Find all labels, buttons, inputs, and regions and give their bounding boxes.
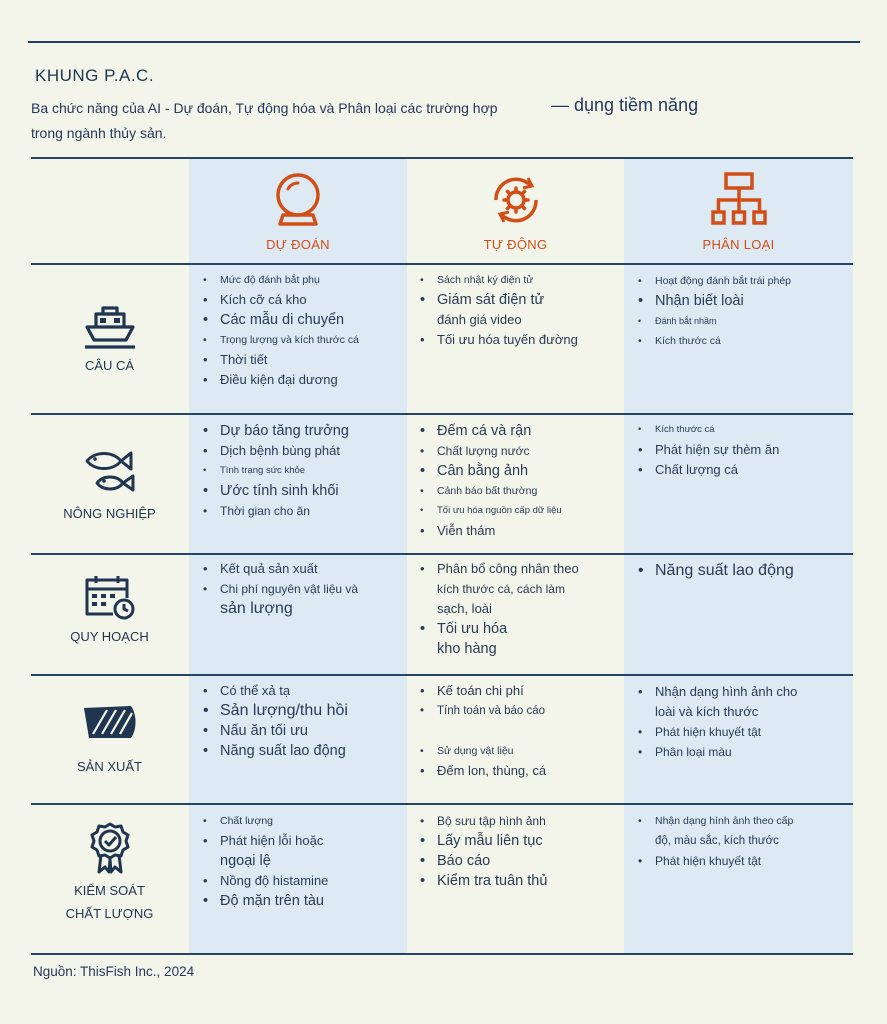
list-item: • Tối ưu hóa: [417, 619, 622, 639]
list-item: kho hàng: [437, 641, 497, 657]
list-item: • Sản lượng/thu hồi: [200, 701, 405, 721]
cell-aquaculture-automate: [417, 421, 622, 541]
cell-production-predict: [200, 681, 405, 761]
list-item: • Kích thước cá: [635, 331, 850, 351]
list-item: • Giám sát điện tử: [417, 290, 622, 310]
list-item: • Tối ưu hóa nguồn cấp dữ liệu: [417, 501, 622, 521]
list-item: • Thời tiết: [200, 350, 405, 370]
list-item: • Đánh bắt nhầm: [635, 311, 850, 331]
list-item: • Năng suất lao động: [200, 741, 405, 761]
column-label: TỰ ĐỘNG: [483, 237, 548, 252]
gear-cycle-icon: [486, 170, 546, 230]
list-item: • Ước tính sinh khối: [200, 481, 405, 501]
row-label-quality-control: [31, 822, 188, 925]
list-item: • Chất lượng nước: [417, 441, 622, 461]
list-item: • Kích thước cá: [635, 420, 850, 440]
list-item: • Điều kiện đại dương: [200, 370, 405, 390]
list-item: đánh giá video: [437, 312, 522, 327]
list-item: sạch, loài: [437, 601, 492, 616]
cell-production-classify: [635, 682, 850, 762]
list-item: • Độ mặn trên tàu: [200, 891, 405, 911]
row-label-aquaculture: [31, 445, 188, 525]
cell-fishing-predict: [200, 270, 405, 390]
list-item: ngoại lệ: [220, 853, 271, 869]
list-item: • Báo cáo: [417, 851, 622, 871]
list-item: • Lấy mẫu liên tục: [417, 831, 622, 851]
list-item: • Kiểm tra tuân thủ: [417, 871, 622, 891]
subtitle-aside: — dụng tiềm năng: [551, 95, 699, 115]
cell-planning-predict: [200, 559, 405, 619]
list-item: • Mức độ đánh bắt phụ: [200, 270, 405, 290]
list-item: • Dịch bệnh bùng phát: [200, 441, 405, 461]
list-item: • Phát hiện lỗi hoặc: [200, 831, 405, 851]
list-item: • Nhận biết loài: [635, 291, 850, 311]
list-item: • Nhận dạng hình ảnh theo cấp: [635, 811, 850, 831]
list-item: • Đếm cá và rận: [417, 421, 622, 441]
row-label-text: QUY HOẠCH: [70, 629, 149, 644]
list-item: • Chất lượng cá: [635, 460, 850, 480]
list-item: • Viễn thám: [417, 521, 622, 541]
list-item: • Phát hiện sự thèm ăn: [635, 440, 850, 460]
list-item: độ, màu sắc, kích thước: [655, 835, 779, 847]
list-item: • Nồng độ histamine: [200, 871, 405, 891]
cell-production-automate: [417, 681, 622, 781]
row-label-text: CÂU CÁ: [84, 358, 135, 373]
cell-quality-automate: [417, 811, 622, 891]
row-label-text: NÔNG NGHIỆP: [63, 506, 156, 521]
list-item: • Phân loại màu: [635, 742, 850, 762]
table-rule: [31, 803, 853, 805]
list-item: • Kích cỡ cá kho: [200, 290, 405, 310]
list-item: • Cân bằng ảnh: [417, 461, 622, 481]
list-item: • Phân bổ công nhân theo: [417, 559, 622, 579]
column-label: DỰ ĐOÁN: [266, 237, 330, 252]
list-item: • Có thể xả tạ: [200, 681, 405, 701]
list-item: • Đếm lon, thùng, cá: [417, 761, 622, 781]
table-rule: [31, 674, 853, 676]
list-item: • Hoạt động đánh bắt trái phép: [635, 271, 850, 291]
list-item: • Nấu ăn tối ưu: [200, 721, 405, 741]
column-header-predict: [189, 160, 407, 264]
cell-planning-classify: [635, 561, 850, 581]
list-item: • Kế toán chi phí: [417, 681, 622, 701]
list-item: • Chất lượng: [200, 811, 405, 831]
column-header-automate: [407, 160, 624, 264]
table-rule: [31, 553, 853, 555]
page-title: KHUNG P.A.C.: [35, 66, 155, 85]
list-item: • Trọng lượng và kích thước cá: [200, 330, 405, 350]
row-label-text-line2: CHẤT LƯỢNG: [65, 906, 154, 921]
list-item: • Tình trạng sức khỏe: [200, 461, 405, 481]
cell-quality-classify: [635, 811, 850, 871]
table-rule: [31, 413, 853, 415]
quality-badge-icon: [88, 822, 132, 874]
page-subtitle: Ba chức năng của AI - Dự đoán, Tự động hóa và Phân loại các trường hợp trong ngành thủy sản.: [31, 100, 498, 141]
fish-fillet-icon: [81, 702, 139, 742]
column-label: PHÂN LOẠI: [702, 237, 775, 252]
top-rule: [28, 41, 860, 43]
list-item: • Sách nhật ký điện tử: [417, 270, 622, 290]
list-item: • Tối ưu hóa tuyến đường: [417, 330, 622, 350]
calendar-clock-icon: [83, 574, 137, 620]
source-note: Nguồn: ThisFish Inc., 2024: [33, 964, 195, 979]
table-rule: [31, 953, 853, 955]
cell-quality-predict: [200, 811, 405, 911]
list-item: • Phát hiện khuyết tật: [635, 851, 850, 871]
cell-aquaculture-predict: [200, 421, 405, 521]
list-item: • Kết quả sản xuất: [200, 559, 405, 579]
row-label-text-line1: KIỂM SOÁT: [74, 883, 145, 898]
list-item: • Sử dụng vật liệu: [417, 741, 622, 761]
crystal-ball-icon: [268, 170, 328, 230]
list-item: • Nhận dạng hình ảnh cho: [635, 682, 850, 702]
table-rule: [31, 157, 853, 159]
list-item: loài và kích thước: [655, 704, 759, 719]
list-item: • Các mẫu di chuyển: [200, 310, 405, 330]
list-item: sản lượng: [220, 600, 293, 617]
fishing-boat-icon: [83, 305, 137, 349]
list-item: • Tính toán và báo cáo: [417, 701, 622, 721]
hierarchy-icon: [709, 170, 769, 230]
list-item: • Phát hiện khuyết tật: [635, 722, 850, 742]
cell-planning-automate: [417, 559, 622, 659]
row-label-planning: [31, 574, 188, 648]
cell-fishing-automate: [417, 270, 622, 350]
list-item: • Thời gian cho ăn: [200, 501, 405, 521]
fish-icon: [83, 445, 137, 497]
list-item: kích thước cá, cách làm: [437, 582, 565, 596]
list-item: • Cảnh báo bất thường: [417, 481, 622, 501]
list-item: • Dự báo tăng trưởng: [200, 421, 405, 441]
column-header-classify: [624, 160, 853, 264]
list-item: • Chi phí nguyên vật liệu và: [200, 579, 405, 599]
row-label-fishing: [31, 305, 188, 377]
cell-fishing-classify: [635, 271, 850, 351]
cell-aquaculture-classify: [635, 420, 850, 480]
row-label-production: [31, 702, 188, 778]
list-item: • Năng suất lao động: [635, 561, 850, 581]
list-item: • Bộ sưu tập hình ảnh: [417, 811, 622, 831]
row-label-text: SẢN XUẤT: [76, 759, 142, 774]
